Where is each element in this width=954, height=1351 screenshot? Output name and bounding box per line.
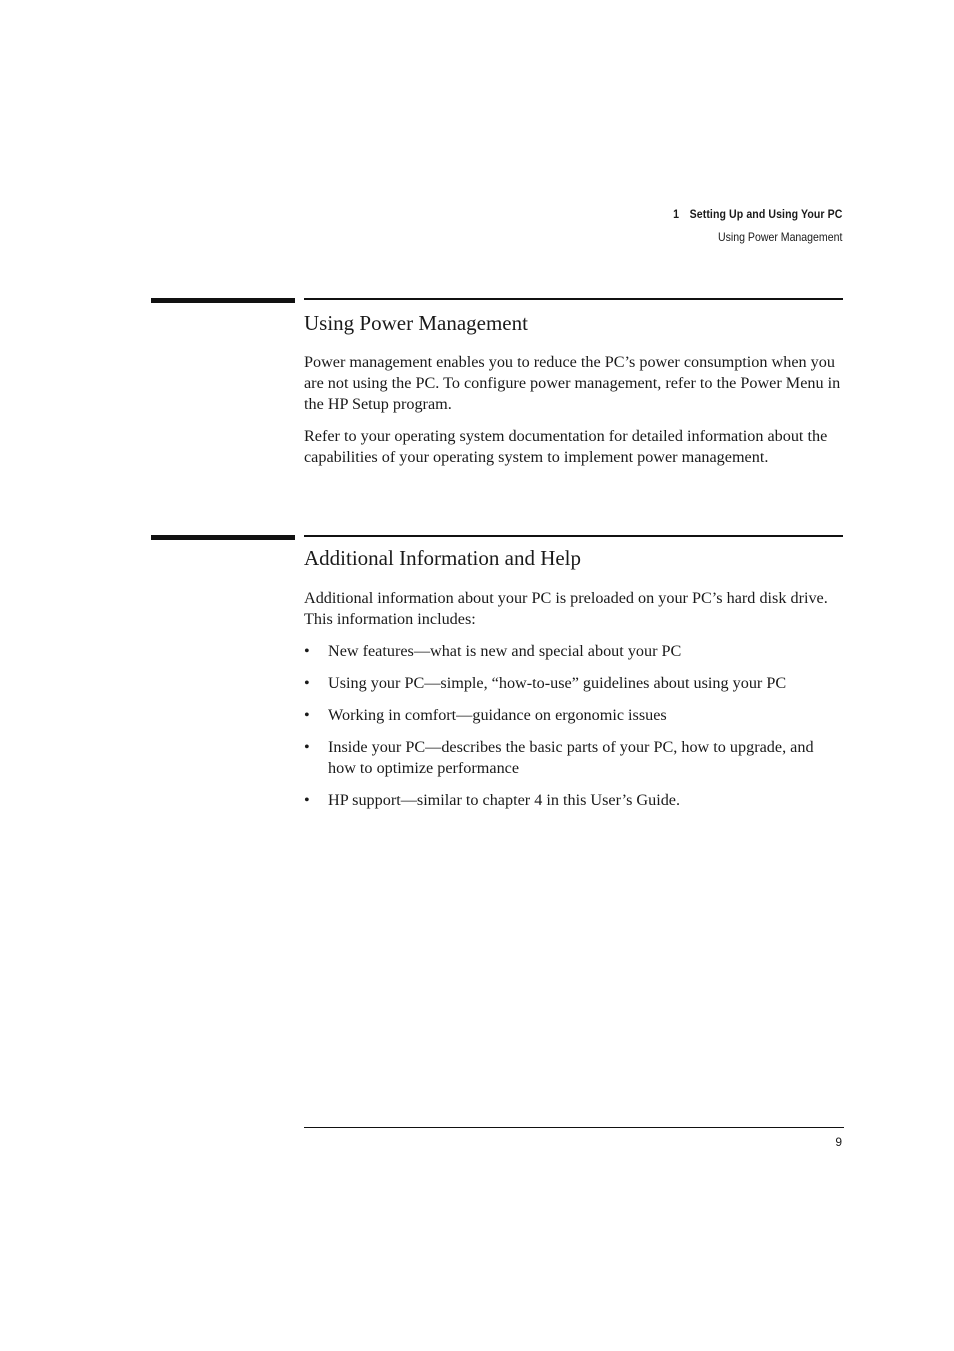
list-item-text: Using your PC—simple, “how-to-use” guidelines about using your PC bbox=[328, 674, 787, 692]
running-header-section: Using Power Management bbox=[717, 230, 842, 244]
list-item bbox=[304, 641, 843, 662]
running-header-chapter bbox=[673, 207, 842, 221]
footer-rule bbox=[304, 1127, 844, 1128]
chapter-title: Setting Up and Using Your PC bbox=[689, 207, 842, 221]
section-heading: Additional Information and Help bbox=[304, 546, 582, 570]
list-item-text: HP support—similar to chapter 4 in this User’s Guide. bbox=[328, 791, 681, 809]
list-item-text: New features—what is new and special about your PC bbox=[328, 642, 682, 660]
bullet-icon: • bbox=[304, 642, 310, 660]
list-item bbox=[304, 737, 843, 779]
page-number: 9 bbox=[835, 1135, 842, 1149]
paragraph: Power management enables you to reduce the PC’s power consumption when you are not using the PC. To configure power management, refer to the Power Menu in the HP Setup program. bbox=[304, 353, 841, 413]
list-item bbox=[304, 705, 843, 726]
list-item-text: Working in comfort—guidance on ergonomic issues bbox=[328, 706, 667, 724]
section-rule bbox=[304, 298, 843, 300]
bullet-icon: • bbox=[304, 674, 310, 692]
info-list bbox=[304, 641, 843, 811]
chapter-number: 1 bbox=[672, 207, 679, 221]
bullet-icon: • bbox=[304, 738, 310, 756]
section-left-bar bbox=[151, 298, 295, 303]
list-item bbox=[304, 673, 843, 694]
section-heading: Using Power Management bbox=[304, 311, 528, 335]
section-left-bar bbox=[151, 535, 295, 540]
section-rule bbox=[304, 535, 843, 537]
bullet-icon: • bbox=[304, 791, 310, 809]
list-item-text: Inside your PC—describes the basic parts of your PC, how to upgrade, and how to optimize performance bbox=[328, 738, 814, 777]
section-power-management bbox=[304, 310, 843, 468]
bullet-icon: • bbox=[304, 706, 310, 724]
section-additional-info bbox=[304, 545, 843, 811]
paragraph: Refer to your operating system documentation for detailed information about the capabilities of your operating system to implement power management. bbox=[304, 427, 828, 466]
list-item bbox=[304, 790, 843, 811]
paragraph: Additional information about your PC is preloaded on your PC’s hard disk drive. This information includes: bbox=[304, 589, 828, 628]
